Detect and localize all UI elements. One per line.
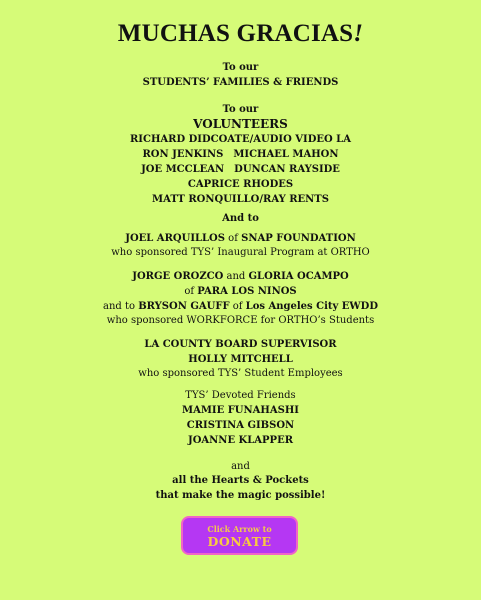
and-to-label: And to [222, 213, 259, 224]
snap-org: SNAP FOUNDATION [241, 233, 356, 244]
para-section [0, 269, 481, 327]
donate-label: DONATE [207, 534, 272, 549]
friend-name: MAMIE FUNAHASHI [182, 405, 299, 416]
volunteer-name: MICHAEL MAHON [233, 149, 339, 160]
donate-hint: Click Arrow to [207, 524, 272, 534]
closing-section [0, 460, 481, 503]
para-line-3 [0, 299, 481, 314]
and-to-section [0, 211, 481, 226]
volunteer-line-1: RICHARD DIDCOATE/AUDIO VIDEO LA [130, 134, 351, 145]
para-org-2: Los Angeles City EWDD [245, 301, 378, 312]
para-person-1: JORGE OROZCO [132, 271, 224, 282]
title-main: MUCHAS GRACIAS [117, 20, 354, 47]
volunteer-name: JOE MCCLEAN [141, 164, 225, 175]
snap-of: of [225, 233, 242, 244]
snap-line [0, 231, 481, 246]
snap-section [0, 231, 481, 259]
families-section [0, 60, 481, 90]
closing-and: and [231, 461, 250, 472]
volunteer-name: DUNCAN RAYSIDE [234, 164, 340, 175]
county-section [0, 337, 481, 380]
closing-line-2: that make the magic possible! [155, 490, 326, 501]
families-to-our: To our [222, 62, 259, 73]
volunteer-line-2 [0, 147, 481, 162]
county-description: who sponsored TYS’ Student Employees [138, 368, 343, 379]
friend-name: CRISTINA GIBSON [186, 420, 295, 431]
volunteer-name: RON JENKINS [142, 149, 224, 160]
para-person-3: BRYSON GAUFF [138, 301, 230, 312]
volunteers-heading: VOLUNTEERS [193, 117, 288, 131]
county-line-2: HOLLY MITCHELL [188, 354, 293, 365]
para-org: PARA LOS NINOS [197, 286, 297, 297]
volunteer-line-3 [0, 162, 481, 177]
volunteers-to-our: To our [222, 104, 259, 115]
families-names: STUDENTS’ FAMILIES & FRIENDS [142, 77, 339, 88]
friends-heading: TYS’ Devoted Friends [185, 390, 296, 401]
para-description: who sponsored WORKFORCE for ORTHO’s Students [106, 315, 375, 326]
para-line-2 [0, 284, 481, 299]
para-of: of [184, 286, 198, 297]
volunteer-line-5: MATT RONQUILLO/RAY RENTS [152, 194, 329, 205]
volunteers-section [0, 102, 481, 207]
snap-person: JOEL ARQUILLOS [125, 233, 225, 244]
snap-description: who sponsored TYS’ Inaugural Program at ORTHO [111, 247, 370, 258]
county-line-1: LA COUNTY BOARD SUPERVISOR [144, 339, 337, 350]
para-of-2: of [229, 301, 246, 312]
para-and: and [223, 271, 249, 282]
page-title [0, 20, 481, 48]
friends-section [0, 388, 481, 448]
donate-button[interactable] [181, 516, 298, 555]
closing-line-1: all the Hearts & Pockets [172, 475, 309, 486]
para-person-2: GLORIA OCAMPO [248, 271, 349, 282]
title-exclamation: ! [353, 20, 364, 47]
para-and-to: and to [102, 301, 139, 312]
para-line-1 [0, 269, 481, 284]
volunteer-line-4: CAPRICE RHODES [187, 179, 294, 190]
friend-name: JOANNE KLAPPER [187, 435, 294, 446]
